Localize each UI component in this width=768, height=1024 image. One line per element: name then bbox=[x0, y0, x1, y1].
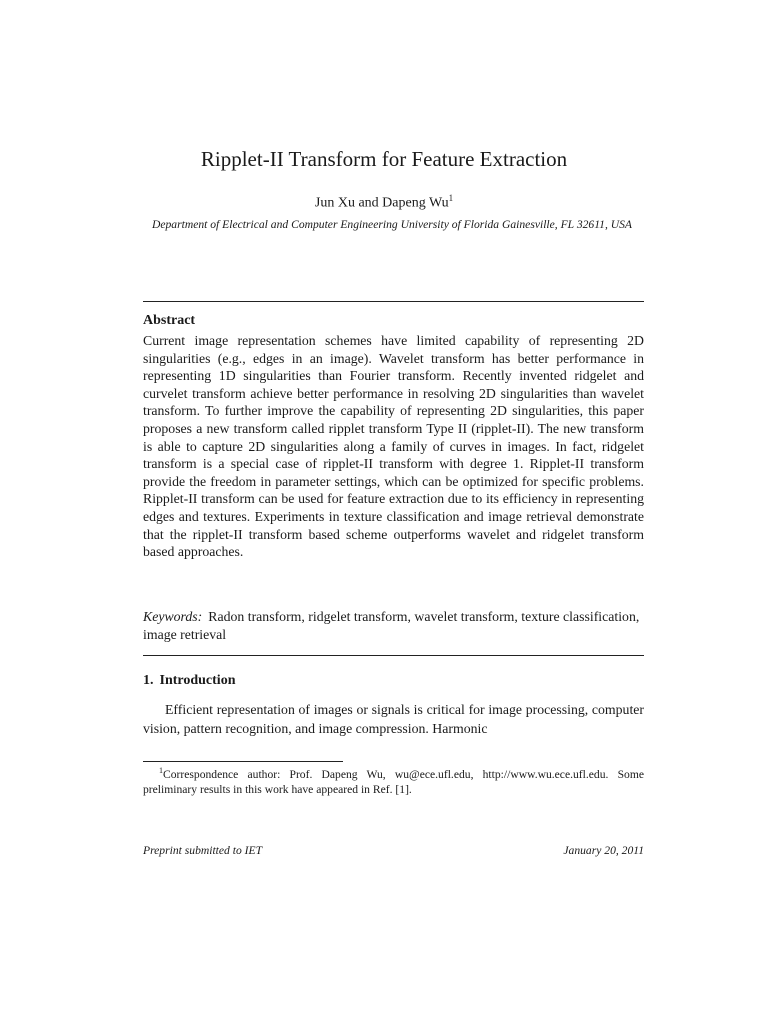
abstract-text: Current image representation schemes have limited capability of representing 2D singularities (e.g., edges in an image). Wavelet transform has better performance in representing 1D singularities than Fourier transform. Recently invented ridgelet and curvelet transform achieve better performance in resolving 2D singularities than wavelet transform. To further improve the capability of representing 2D singularities, this paper proposes a new transform called ripplet transform Type II (ripplet-II). The new transform is able to capture 2D singularities along a family of curves in images. In fact, ridgelet transform is a special case of ripplet-II transform with degree 1. Ripplet-II transform provide the freedom in parameter settings, which can be optimized for specific problems. Ripplet-II transform can be used for feature extraction due to its efficiency in representing edges and textures. Experiments in texture classification and image retrieval demonstrate that the ripplet-II transform based scheme outperforms wavelet and ridgelet transform based approaches. bbox=[143, 333, 644, 560]
author-footnote-mark: 1 bbox=[448, 193, 454, 203]
introduction-text: Efficient representation of images or signals is critical for image processing, computer vision, pattern recognition, and image compression. Harmonic bbox=[143, 702, 644, 736]
footnote-rule bbox=[143, 761, 343, 762]
footnote-text: Correspondence author: Prof. Dapeng Wu, wu@ece.ufl.edu, http://www.wu.ece.ufl.edu. Some preliminary results in this work have appeared in Ref. [1]. bbox=[143, 767, 644, 797]
footnote-mark: 1 bbox=[159, 766, 163, 775]
abstract-top-rule bbox=[143, 301, 644, 302]
keywords bbox=[143, 608, 644, 643]
authors: Jun Xu and Dapeng Wu bbox=[314, 195, 449, 211]
abstract-heading: Abstract bbox=[143, 313, 196, 328]
paper-title: Ripplet-II Transform for Feature Extraction bbox=[200, 147, 568, 171]
footnote bbox=[143, 763, 644, 798]
section-heading bbox=[143, 673, 235, 689]
preprint-note: Preprint submitted to IET bbox=[143, 844, 263, 857]
keywords-label: Keywords: bbox=[143, 609, 203, 624]
section-title: Introduction bbox=[159, 673, 236, 688]
abstract-bottom-rule bbox=[143, 655, 644, 656]
section-number: 1. bbox=[143, 673, 154, 688]
keywords-list: Radon transform, ridgelet transform, wavelet transform, texture classification, image retrieval bbox=[143, 609, 640, 642]
preprint-date: January 20, 2011 bbox=[563, 844, 644, 857]
affiliation: Department of Electrical and Computer Engineering University of Florida Gainesville, FL 32611, USA bbox=[151, 218, 632, 231]
author-line bbox=[0, 193, 768, 212]
